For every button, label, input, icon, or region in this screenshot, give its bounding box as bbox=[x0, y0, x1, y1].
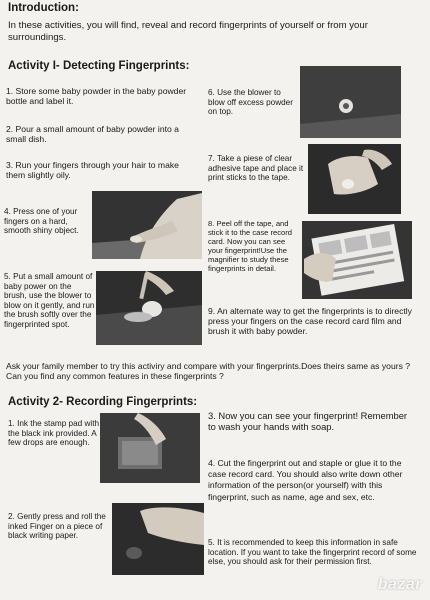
intro-text: In these activities, you will find, reveal and record fingerprints of yourself or from your surroundings. bbox=[8, 20, 368, 43]
intro-heading: Introduction: bbox=[8, 2, 79, 14]
activity2-heading: Activity 2- Recording Fingerprints: bbox=[8, 396, 198, 408]
a2-step-1: 1. Ink the stamp pad with the black ink provided. A few drops are enough. bbox=[8, 419, 100, 448]
photo-roll-finger bbox=[112, 503, 204, 575]
a2-step-4: 4. Cut the fingerprint out and staple or glue it to the case record card. You should also write down other information of the person(or yourself) with this fingerprint, such as name, age and sex, etc. bbox=[208, 458, 403, 502]
a1-step-2: 2. Pour a small amount of baby powder into a small dish. bbox=[6, 124, 179, 144]
photo-tape bbox=[308, 144, 401, 214]
photo-stamp-pad bbox=[100, 413, 200, 483]
a2-step-5: 5. It is recommended to keep this information in safe location. If you want to take the fingerprint record of some else, you should ask for their permission first. bbox=[208, 538, 417, 567]
a1-step-6: 6. Use the blower to blow off excess powder on top. bbox=[208, 88, 293, 117]
a2-step-3: 3. Now you can see your fingerprint! Remember to wash your hands with soap. bbox=[208, 410, 408, 432]
a1-step-9: 9. An alternate way to get the fingerprints is to directly press your fingers on the case record card film and brush it with baby powder. bbox=[208, 306, 412, 336]
photo-brush bbox=[96, 271, 202, 345]
activity1-heading: Activity I- Detecting Fingerprints: bbox=[8, 60, 190, 72]
watermark-logo: bazar bbox=[377, 576, 422, 593]
photo-blower bbox=[300, 66, 401, 138]
a1-step-7: 7. Take a piese of clear adhesive tape and place it print sticks to the tape. bbox=[208, 154, 304, 183]
photo-record-card bbox=[302, 221, 412, 299]
a1-step-4: 4. Press one of your fingers on a hard, smooth shiny object. bbox=[4, 207, 79, 236]
a1-step-3: 3. Run your fingers through your hair to make them slightly oily. bbox=[6, 160, 179, 180]
a2-step-2: 2. Gently press and roll the inked Finger on a piece of black writing paper. bbox=[8, 512, 106, 541]
a1-note: Ask your family member to try this activiry and compare with your fingerprints.Does theirs same as yours ?Can you find any common features in these fingerprints ? bbox=[6, 361, 411, 381]
a1-step-5: 5. Put a small amount of baby power on the brush, use the blower to blow on it gently, and run the brush softly over the fingerprinted spot. bbox=[4, 272, 95, 329]
photo-finger-press bbox=[92, 191, 202, 259]
a1-step-8: 8. Peel off the tape, and stick it to the case record card. Now you can see your fingerprint!Use the magnifier to study these fingerprints in detail. bbox=[208, 219, 292, 273]
a1-step-1: 1. Store some baby powder in the baby powder bottle and label it. bbox=[6, 86, 187, 106]
